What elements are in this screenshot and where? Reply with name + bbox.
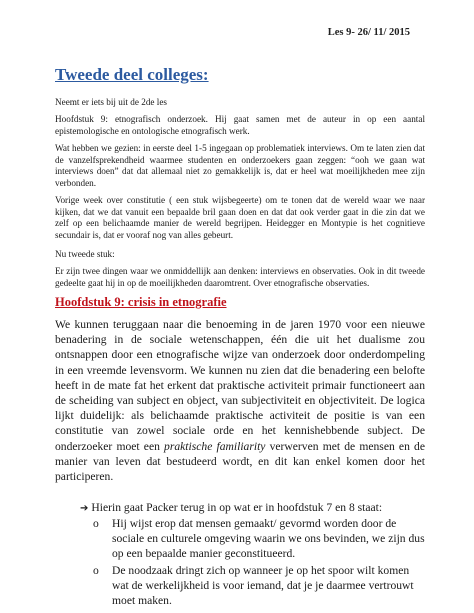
lecture-date: Les 9- 26/ 11/ 2015 <box>327 27 410 38</box>
paragraph-second-part: Nu tweede stuk: <box>55 249 115 259</box>
arrow-right-icon: ➔ <box>80 503 89 514</box>
paragraph-chapter-9: Hoofdstuk 9: etnografisch onderzoek. Hij gaat samen met de auteur in op een aantal epistemologische en ontologische etnografisch werk. <box>55 114 425 136</box>
main-paragraph <box>55 317 425 484</box>
list-item-text: Hij wijst erop dat mensen gemaakt/ gevormd worden door de sociale en culturele omgeving waarin we ons bevinden, we zijn dus op een bepaalde manier geconstitueerd. <box>112 517 425 561</box>
page-title: Tweede deel colleges: <box>55 65 209 84</box>
list-item <box>95 563 425 609</box>
arrow-item <box>80 500 382 516</box>
chapter-heading: Hoofdstuk 9: crisis in etnografie <box>55 295 227 309</box>
main-paragraph-part2: verwerven met de mensen en de manier van leven dat bestudeerd wordt, en dit kan enkel komen door het participeren. <box>55 439 425 484</box>
paragraph-recap: Wat hebben we gezien: in eerste deel 1-5 ingegaan op problematiek interviews. Om te laten zien dat de vanzelfsprekendheid waarmee studenten en onderzoekers gaan zeggen: “ooh we gaan wat interviews doen” dat dat allemaal niet zo gemakkelijk is, dat er heel wat moeilijkheden mee zijn verbonden. <box>55 143 425 188</box>
bullet-mark: o <box>93 564 99 577</box>
paragraph-intro: Neemt er iets bij uit de 2de les <box>55 97 168 107</box>
list-item-text: De noodzaak dringt zich op wanneer je op het spoor wilt komen wat de werkelijkheid is voor iemand, dat je je daarmee vertrouwt moet maken. <box>112 564 414 608</box>
paragraph-last-week: Vorige week over constitutie ( een stuk wijsbegeerte) om te tonen dat de wereld waar we naar kijken, dat we dat vanuit een bepaalde bril gaan doen en dat dat ook verder gaat in die zin dat we zelf op een belichaamde manier de wereld begrijpen. Heidegger en Montypie is het cognitieve secundair is, dat er vooraf nog van alles gebeurt. <box>55 195 425 240</box>
main-paragraph-emphasis: praktische familiarity <box>164 439 266 453</box>
list-item <box>95 516 425 562</box>
main-paragraph-part1: We kunnen teruggaan naar die benoeming in de jaren 1970 voor een nieuwe benadering in de sociale wetenschappen, één die uit het dualisme zou ontsnappen door een etnografische wijze van onderzoek door onderdompeling in een vreemde levensvorm. We kunnen nu zien dat die benadering een belofte heeft in de mate fat het erkent dat praktische activiteit primair functioneert aan de scheiding van subject en object, van subjectiviteit en objectiviteit. De logica lijkt duidelijk: als belichaamde praktische activiteit de positie is van een constitutie van zowel sociale orde en het kennishebbende subject. De onderzoeker moet een <box>55 318 425 453</box>
paragraph-interviews-observations: Er zijn twee dingen waar we onmiddellijk aan denken: interviews en observaties. Ook in dit tweede gedeelte gaat hij in op de moeilijkheden daaromtrent. Over etnografische observaties. <box>55 266 425 288</box>
bullet-mark: o <box>93 517 99 530</box>
arrow-item-text: Hierin gaat Packer terug in op wat er in hoofdstuk 7 en 8 staat: <box>91 501 383 514</box>
